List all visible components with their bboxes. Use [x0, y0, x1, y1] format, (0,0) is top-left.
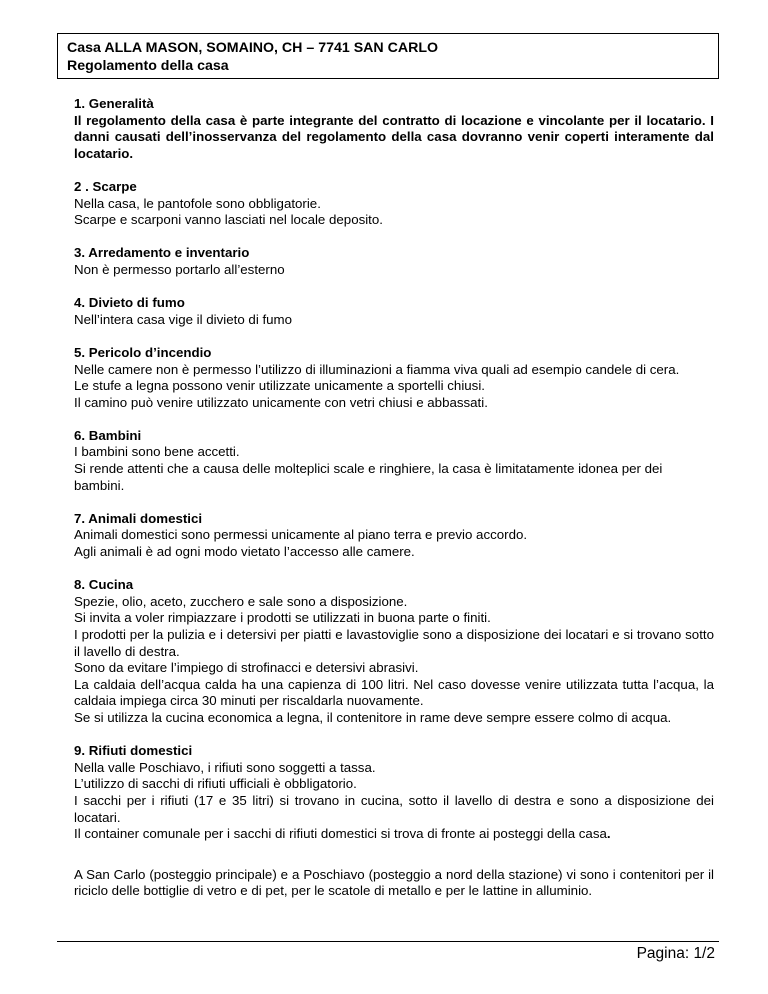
section-generalita [74, 96, 714, 162]
section-line: L’utilizzo di sacchi di rifiuti ufficiali è obbligatorio. [74, 776, 357, 792]
section-line-text: Il container comunale per i sacchi di rifiuti domestici si trova di fronte ai posteggi della casa [74, 826, 607, 842]
section-line: Si invita a voler rimpiazzare i prodotti se utilizzati in buona parte o finiti. [74, 610, 491, 626]
section-title: 4. Divieto di fumo [74, 295, 185, 311]
document-header [57, 33, 719, 79]
section-riciclo [74, 867, 714, 900]
section-line: Nell’intera casa vige il divieto di fumo [74, 311, 293, 327]
header-address: Casa ALLA MASON, SOMAINO, CH – 7741 SAN CARLO [67, 40, 439, 56]
section-line: Agli animali è ad ogni modo vietato l’accesso alle camere. [74, 544, 415, 560]
section-title: 7. Animali domestici [74, 510, 203, 526]
section-pericolo-incendio [74, 345, 714, 411]
section-title: 6. Bambini [74, 427, 142, 443]
footer-divider [57, 941, 719, 942]
section-arredamento [74, 245, 714, 278]
section-scarpe [74, 179, 714, 229]
section-paragraph: Il regolamento della casa è parte integrante del contratto di locazione e vincolante per il locatario. I danni causati dell’inosservanza del regolamento della casa dovranno venir coperti interamente dal locatario. [74, 112, 714, 161]
section-line: Il camino può venire utilizzato unicamente con vetri chiusi e abbassati. [74, 394, 488, 410]
section-line-period: . [606, 826, 611, 842]
section-line: Nelle camere non è permesso l’utilizzo di illuminazioni a fiamma viva quali ad esempio candele di cera. [74, 361, 680, 377]
section-line [74, 826, 714, 843]
section-line: Non è permesso portarlo all’esterno [74, 261, 285, 277]
section-title: 1. Generalità [74, 96, 154, 111]
section-line: I sacchi per i rifiuti (17 e 35 litri) si trovano in cucina, sotto il lavello di destra e sono a disposizione dei locatari. [74, 792, 714, 825]
section-line: Si rende attenti che a causa delle molteplici scale e ringhiere, la casa è limitatamente idonea per dei bambini. [74, 461, 663, 493]
section-divieto-fumo [74, 295, 714, 328]
section-title: 9. Rifiuti domestici [74, 743, 193, 759]
section-cucina [74, 577, 714, 726]
section-line: I prodotti per la pulizia e i detersivi per piatti e lavastoviglie sono a disposizione dei locatari e si trovano sotto il lavello di destra. [74, 627, 714, 659]
section-bambini [74, 428, 714, 494]
section-line: Nella valle Poschiavo, i rifiuti sono soggetti a tassa. [74, 759, 376, 775]
section-title: 3. Arredamento e inventario [74, 245, 250, 261]
section-line: Sono da evitare l’impiego di strofinacci e detersivi abrasivi. [74, 660, 419, 676]
section-paragraph: A San Carlo (posteggio principale) e a Poschiavo (posteggio a nord della stazione) vi sono i contenitori per il riciclo delle bottiglie di vetro e di pet, per le scatole di metallo e per le lattine in alluminio. [74, 866, 714, 899]
section-line: I bambini sono bene accetti. [74, 444, 240, 460]
section-line: Scarpe e scarponi vanno lasciati nel locale deposito. [74, 212, 383, 228]
section-line: Animali domestici sono permessi unicamente al piano terra e previo accordo. [74, 527, 528, 543]
section-title: 8. Cucina [74, 577, 134, 593]
section-line: Le stufe a legna possono venir utilizzate unicamente a sportelli chiusi. [74, 378, 485, 394]
section-line: Nella casa, le pantofole sono obbligatorie. [74, 195, 321, 211]
document-body [74, 96, 714, 917]
section-title: 5. Pericolo d’incendio [74, 344, 212, 360]
header-title: Regolamento della casa [67, 58, 229, 74]
section-animali-domestici [74, 511, 714, 561]
section-line: Spezie, olio, aceto, zucchero e sale sono a disposizione. [74, 593, 408, 609]
section-line: Se si utilizza la cucina economica a legna, il contenitore in rame deve sempre essere colmo di acqua. [74, 709, 672, 725]
section-line: La caldaia dell’acqua calda ha una capienza di 100 litri. Nel caso dovesse venire utilizzata tutta l’acqua, la caldaia impiega circa 30 minuti per riscaldarla nuovamente. [74, 676, 714, 709]
section-rifiuti-domestici [74, 743, 714, 843]
page-number: Pagina: 1/2 [636, 945, 715, 962]
section-title: 2 . Scarpe [74, 178, 137, 194]
